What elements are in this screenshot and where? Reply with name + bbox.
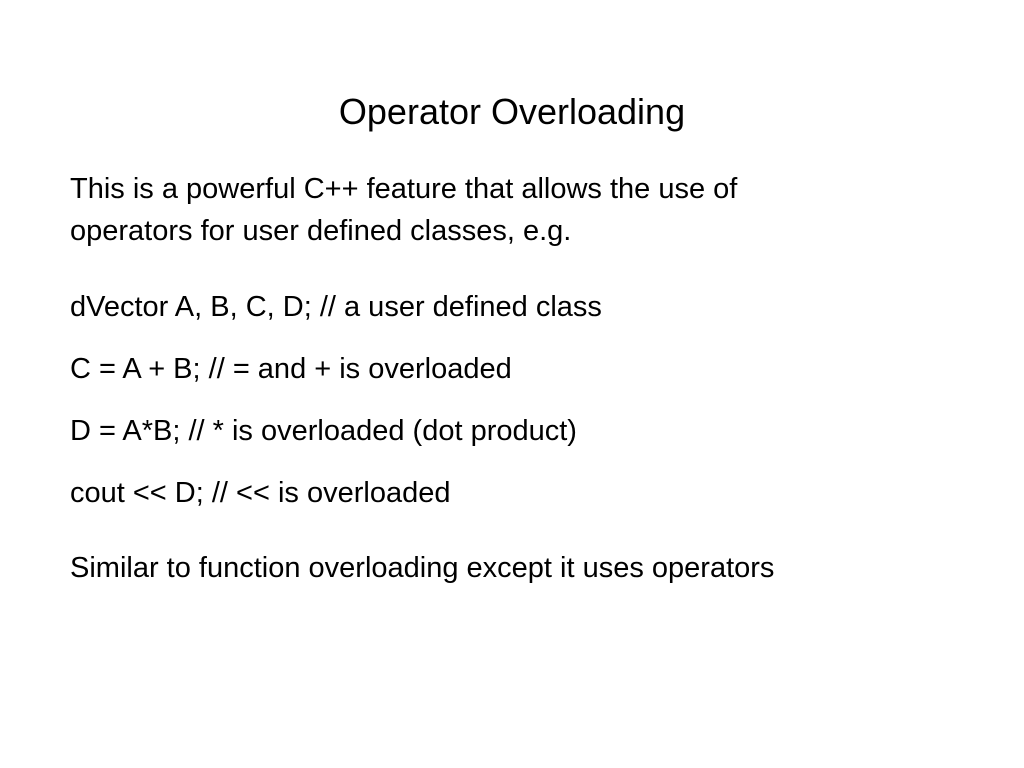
intro-line: operators for user defined classes, e.g. xyxy=(70,215,572,247)
code-line: cout << D; // << is overloaded xyxy=(70,477,451,509)
intro-paragraph xyxy=(70,168,737,252)
code-line: dVector A, B, C, D; // a user defined class xyxy=(70,291,602,323)
code-line: C = A + B; // = and + is overloaded xyxy=(70,353,512,385)
summary-text: Similar to function overloading except it uses operators xyxy=(70,552,775,584)
intro-line: This is a powerful C++ feature that allows the use of xyxy=(70,173,738,205)
code-line: D = A*B; // * is overloaded (dot product) xyxy=(70,415,577,447)
slide-title: Operator Overloading xyxy=(338,91,686,132)
